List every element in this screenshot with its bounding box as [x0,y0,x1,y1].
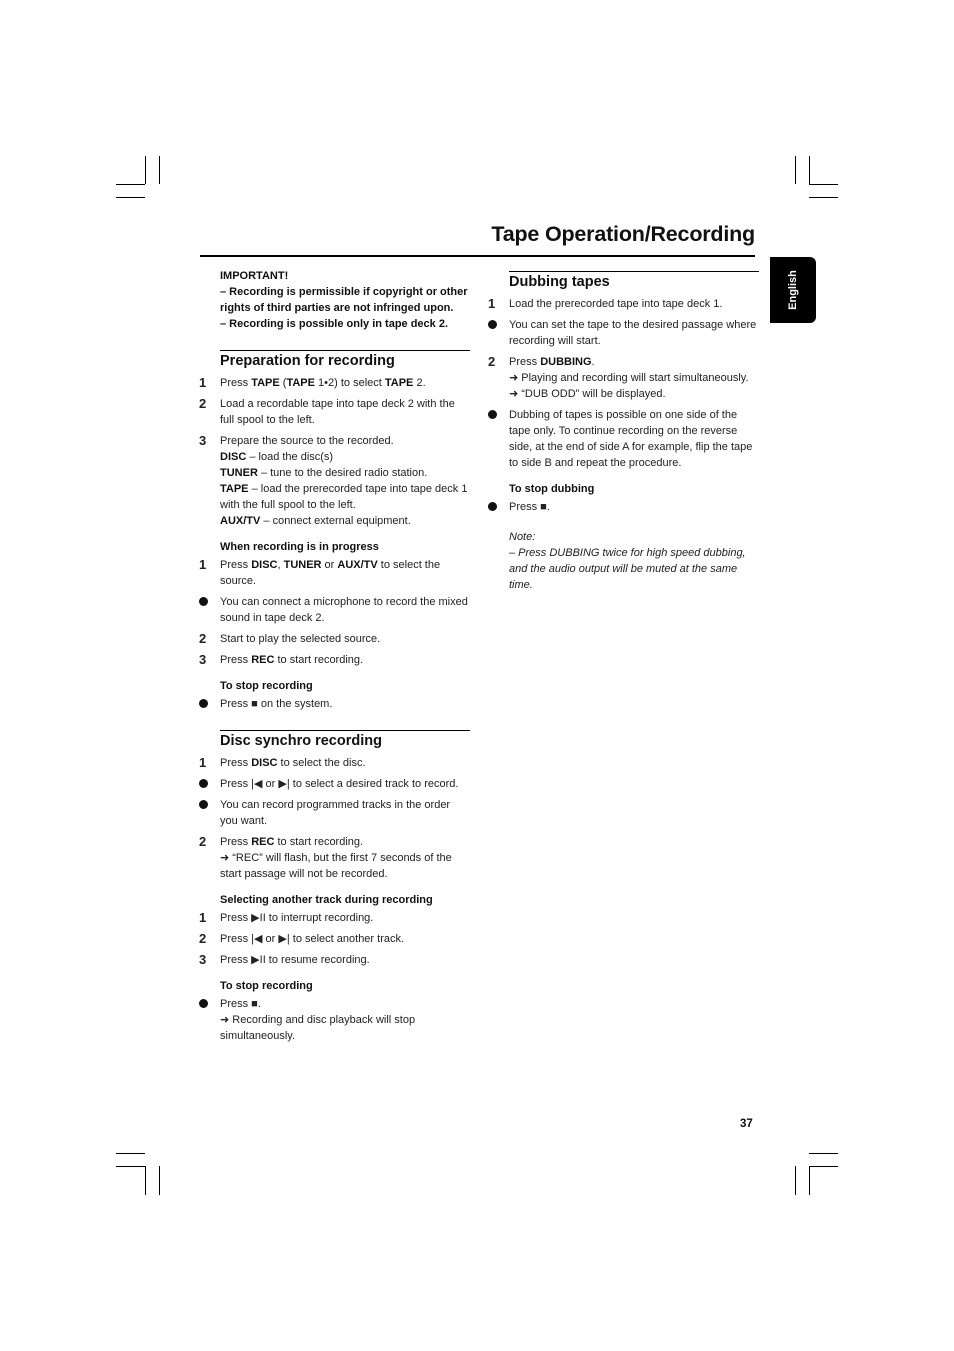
crop-mark [116,1166,145,1167]
step-item [509,407,759,471]
step-text: Press DISC, TUNER or AUX/TV to select the source. [220,559,441,587]
step-number: 1 [488,296,496,311]
step-text: Press ■. [220,998,261,1010]
step-list [199,557,470,668]
step-item [509,317,759,349]
step-text: You can connect a microphone to record the mixed sound in tape deck 2. [220,596,468,624]
right-column [488,271,759,593]
step-text: ➜ “DUB ODD” will be displayed. [509,388,666,400]
step-text: Press ■. [509,501,550,513]
subsection-title: To stop dubbing [509,483,595,495]
step-text: Load a recordable tape into tape deck 2 with the full spool to the left. [220,398,455,426]
crop-mark [116,197,145,198]
step-list [509,499,759,515]
step-number: 1 [199,557,207,572]
step-text: Press |◀ or ▶| to select another track. [220,933,405,945]
note-text: – Press DUBBING twice for high speed dubbing, and the audio output will be muted at the same time. [509,547,746,591]
step-number: 3 [199,952,207,967]
left-column [199,268,470,1049]
crop-mark [809,1153,838,1154]
crop-mark [116,184,145,185]
section-preparation [199,350,470,712]
crop-mark [809,156,810,184]
section-dubbing [488,271,759,593]
step-item [509,499,759,515]
subsection-title: Selecting another track during recording [220,894,433,906]
step-item [199,375,470,391]
step-text: Press ▶II to interrupt recording. [220,912,374,924]
crop-mark [809,184,838,185]
step-number: 1 [199,910,207,925]
step-item [220,996,470,1044]
step-text: TAPE – load the prerecorded tape into tape deck 1 with the full spool to the left. [220,483,468,511]
crop-mark [795,156,796,184]
section-title: Preparation for recording [220,350,470,370]
crop-mark [795,1166,796,1195]
step-item [199,652,470,668]
crop-mark [809,1166,838,1167]
step-text: Load the prerecorded tape into tape deck 1. [509,298,723,310]
step-number: 1 [199,375,207,390]
language-tab [770,257,816,323]
step-number: 2 [199,834,207,849]
step-number: 2 [199,931,207,946]
section-title: Dubbing tapes [509,271,759,291]
step-text: TUNER – tune to the desired radio station. [220,467,428,479]
step-item [220,776,470,792]
step-text: You can set the tape to the desired passage where recording will start. [509,319,757,347]
step-text: Start to play the selected source. [220,633,381,645]
note-heading: Note: [509,531,536,543]
step-item [199,952,470,968]
step-number: 1 [199,755,207,770]
step-text: Dubbing of tapes is possible on one side of the tape only. To continue recording on the reverse side, at the end of side A for example, flip the tape to side B and repeat the procedure. [509,409,753,469]
title-rule [200,255,755,257]
crop-mark [159,156,160,184]
step-list [199,910,470,968]
step-text: Press |◀ or ▶| to select a desired track to record. [220,778,459,790]
step-text: Press ▶II to resume recording. [220,954,370,966]
section-title: Disc synchro recording [220,730,470,750]
crop-mark [809,1166,810,1195]
step-list [199,375,470,529]
step-text: DISC – load the disc(s) [220,451,334,463]
step-number: 2 [199,631,207,646]
step-item [199,631,470,647]
step-item [199,834,470,882]
subsection-title: To stop recording [220,680,313,692]
language-tab-label: English [787,270,799,310]
step-list [199,755,470,882]
important-notice [220,268,470,332]
step-text: Press DUBBING. [509,356,595,368]
step-item [488,296,759,312]
step-list [488,296,759,471]
step-item [199,755,470,771]
step-text: AUX/TV – connect external equipment. [220,515,411,527]
step-text: ➜ “REC” will flash, but the first 7 seconds of the start passage will not be recorded. [220,852,452,880]
step-item [220,696,470,712]
step-item [199,557,470,589]
crop-mark [809,197,838,198]
subsection-title: When recording is in progress [220,541,379,553]
crop-mark [116,1153,145,1154]
crop-mark [159,1166,160,1195]
subsection-title: To stop recording [220,980,313,992]
step-item [199,910,470,926]
crop-mark [145,156,146,184]
step-text: You can record programmed tracks in the order you want. [220,799,451,827]
step-number: 3 [199,433,207,448]
crop-mark [145,1166,146,1195]
step-item [199,396,470,428]
step-item [199,931,470,947]
step-text: Press DISC to select the disc. [220,757,366,769]
step-text: ➜ Recording and disc playback will stop simultaneously. [220,1014,416,1042]
page-number: 37 [740,1118,753,1130]
step-text: Press REC to start recording. [220,836,364,848]
important-heading: IMPORTANT! [220,270,289,282]
step-text: Press TAPE (TAPE 1•2) to select TAPE 2. [220,377,426,389]
step-item [220,797,470,829]
step-number: 2 [488,354,496,369]
step-number: 3 [199,652,207,667]
step-list [220,696,470,712]
step-text: Press ■ on the system. [220,698,333,710]
step-text: Prepare the source to the recorded. [220,435,394,447]
step-text: Press REC to start recording. [220,654,364,666]
section-disc-synchro [199,730,470,1044]
important-line: – Recording is possible only in tape deck 2. [220,318,449,330]
step-list [220,996,470,1044]
important-line: – Recording is permissible if copyright or other rights of third parties are not infringed upon. [220,286,468,314]
step-number: 2 [199,396,207,411]
page-title: Tape Operation/Recording [491,222,755,246]
step-text: ➜ Playing and recording will start simultaneously. [509,372,749,384]
step-item [199,433,470,529]
step-item [220,594,470,626]
step-item [488,354,759,402]
